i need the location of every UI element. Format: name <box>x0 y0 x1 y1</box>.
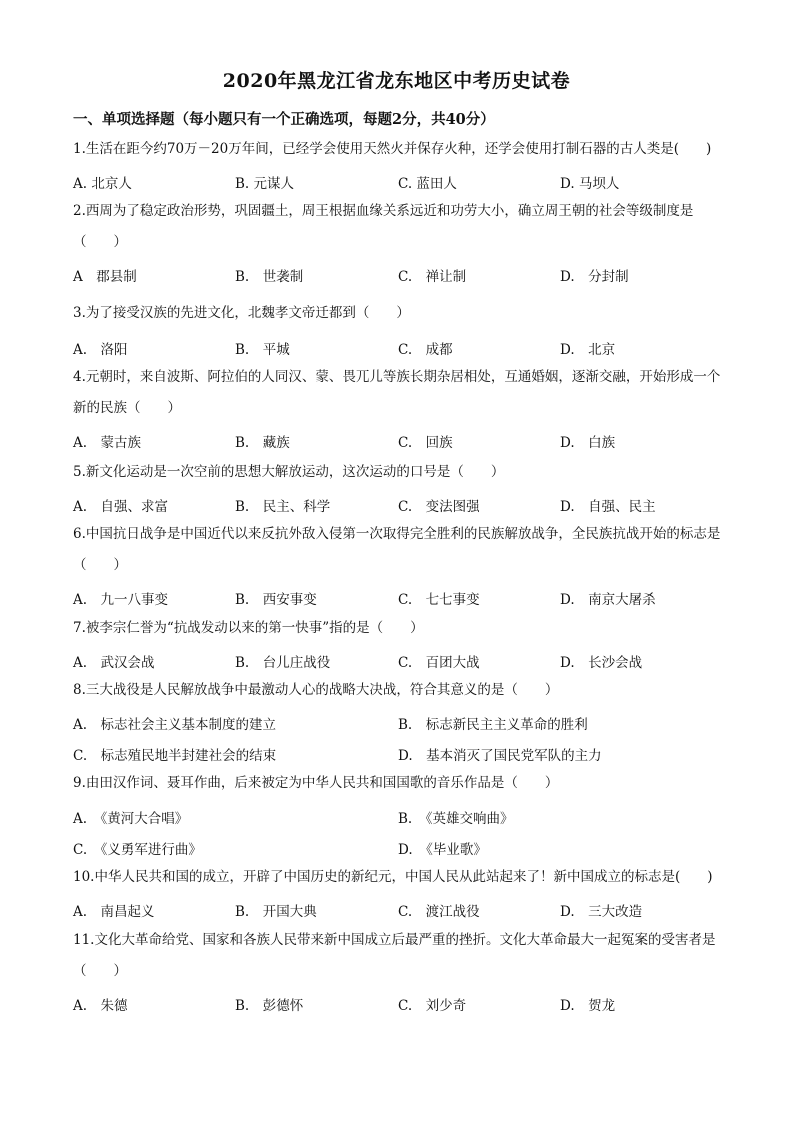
question-2-stem: 2.西周为了稳定政治形势，巩固疆土，周王根据血缘关系远近和功劳大小，确立周王朝的社会等级制度是（ ） <box>73 203 694 250</box>
question-6-stem: 6.中国抗日战争是中国近代以来反抗外敌入侵第一次取得完全胜利的民族解放战争，全民族抗战开始的标志是（ ） <box>73 526 721 573</box>
question-11-stem: 11.文化大革命给党、国家和各族人民带来新中国成立后最严重的挫折。文化大革命最大一起冤案的受害者是（ ） <box>73 932 716 979</box>
question-3-option-a[interactable]: A. 洛阳 <box>73 342 128 358</box>
question-3-option-c[interactable]: C. 成都 <box>398 342 453 358</box>
question-4-stem: 4.元朝时，来自波斯、阿拉伯的人同汉、蒙、畏兀儿等族长期杂居相处，互通婚姻，逐渐交融，开始形成一个新的民族（ ） <box>73 369 721 416</box>
question-7-options <box>73 651 725 675</box>
question-1-option-c[interactable]: C. 蓝田人 <box>398 176 457 192</box>
question-9-options-row-1 <box>73 807 725 831</box>
question-10-stem: 10.中华人民共和国的成立，开辟了中国历史的新纪元，中国人民从此站起来了！新中国成立的标志是( ) <box>73 869 713 885</box>
question-8-option-b[interactable]: B. 标志新民主主义革命的胜利 <box>398 717 588 733</box>
question-8-option-d[interactable]: D. 基本消灭了国民党军队的主力 <box>398 748 602 764</box>
question-3-option-d[interactable]: D. 北京 <box>560 342 616 358</box>
question-8-option-c[interactable]: C. 标志殖民地半封建社会的结束 <box>73 748 277 764</box>
question-5-option-d[interactable]: D. 自强、民主 <box>560 499 656 515</box>
question-1-option-d[interactable]: D. 马坝人 <box>560 176 620 192</box>
question-5-option-a[interactable]: A. 自强、求富 <box>73 499 169 515</box>
question-7-stem: 7.被李宗仁誉为“抗战发动以来的第一快事”指的是（ ） <box>73 620 424 636</box>
question-10-option-d[interactable]: D. 三大改造 <box>560 904 643 920</box>
question-6-options <box>73 588 725 612</box>
question-11-option-a[interactable]: A. 朱德 <box>73 998 128 1014</box>
question-5-option-c[interactable]: C. 变法图强 <box>398 499 480 515</box>
question-2-option-a[interactable]: A 郡县制 <box>73 269 137 285</box>
question-4-option-d[interactable]: D. 白族 <box>560 435 616 451</box>
question-1-option-b[interactable]: B. 元谋人 <box>235 176 295 192</box>
question-2-options <box>73 265 725 289</box>
question-10-option-b[interactable]: B. 开国大典 <box>235 904 317 920</box>
question-11-option-b[interactable]: B. 彭德怀 <box>235 998 304 1014</box>
question-1-stem: 1.生活在距今约70万－20万年间，已经学会使用天然火并保存火种，还学会使用打制石器的古人类是( ) <box>73 141 712 157</box>
question-5-stem: 5.新文化运动是一次空前的思想大解放运动，这次运动的口号是（ ） <box>73 464 505 480</box>
question-8-option-a[interactable]: A. 标志社会主义基本制度的建立 <box>73 717 277 733</box>
question-3-option-b[interactable]: B. 平城 <box>235 342 290 358</box>
question-4-options <box>73 431 725 455</box>
question-10-options <box>73 900 725 924</box>
question-2-option-d[interactable]: D. 分封制 <box>560 269 629 285</box>
question-4-option-c[interactable]: C. 回族 <box>398 435 453 451</box>
page-title: 2020年黑龙江省龙东地区中考历史试卷 <box>222 70 571 92</box>
question-8-stem: 8.三大战役是人民解放战争中最激动人心的战略大决战，符合其意义的是（ ） <box>73 682 559 698</box>
question-7-option-b[interactable]: B. 台儿庄战役 <box>235 655 331 671</box>
question-8-options-row-2 <box>73 744 725 768</box>
question-7-option-c[interactable]: C. 百团大战 <box>398 655 480 671</box>
question-9-option-b[interactable]: B. 《英雄交响曲》 <box>398 811 514 827</box>
question-11-options <box>73 994 725 1018</box>
question-1-options <box>73 172 725 196</box>
question-9-option-a[interactable]: A. 《黄河大合唱》 <box>73 811 189 827</box>
question-11-option-c[interactable]: C. 刘少奇 <box>398 998 467 1014</box>
question-2-option-b[interactable]: B. 世袭制 <box>235 269 304 285</box>
question-6-option-d[interactable]: D. 南京大屠杀 <box>560 592 656 608</box>
question-6-option-a[interactable]: A. 九一八事变 <box>73 592 169 608</box>
question-9-option-d[interactable]: D. 《毕业歌》 <box>398 842 487 858</box>
question-9-option-c[interactable]: C. 《义勇军进行曲》 <box>73 842 202 858</box>
question-3-stem: 3.为了接受汉族的先进文化，北魏孝文帝迁都到（ ） <box>73 305 410 321</box>
question-5-options <box>73 495 725 519</box>
question-8-options-row-1 <box>73 713 725 737</box>
question-3-options <box>73 338 725 362</box>
question-11-option-d[interactable]: D. 贺龙 <box>560 998 616 1014</box>
question-10-option-c[interactable]: C. 渡江战役 <box>398 904 480 920</box>
question-4-option-a[interactable]: A. 蒙古族 <box>73 435 142 451</box>
question-7-option-a[interactable]: A. 武汉会战 <box>73 655 155 671</box>
question-9-stem: 9.由田汉作词、聂耳作曲，后来被定为中华人民共和国国歌的音乐作品是（ ） <box>73 775 559 791</box>
question-1-option-a[interactable]: A. 北京人 <box>73 176 132 192</box>
section-heading: 一、单项选择题（每小题只有一个正确选项，每题2分，共40分） <box>73 111 495 128</box>
question-6-option-c[interactable]: C. 七七事变 <box>398 592 480 608</box>
question-4-option-b[interactable]: B. 藏族 <box>235 435 290 451</box>
question-2-option-c[interactable]: C. 禅让制 <box>398 269 467 285</box>
question-7-option-d[interactable]: D. 长沙会战 <box>560 655 643 671</box>
question-5-option-b[interactable]: B. 民主、科学 <box>235 499 331 515</box>
question-9-options-row-2 <box>73 838 725 862</box>
question-10-option-a[interactable]: A. 南昌起义 <box>73 904 155 920</box>
question-6-option-b[interactable]: B. 西安事变 <box>235 592 317 608</box>
